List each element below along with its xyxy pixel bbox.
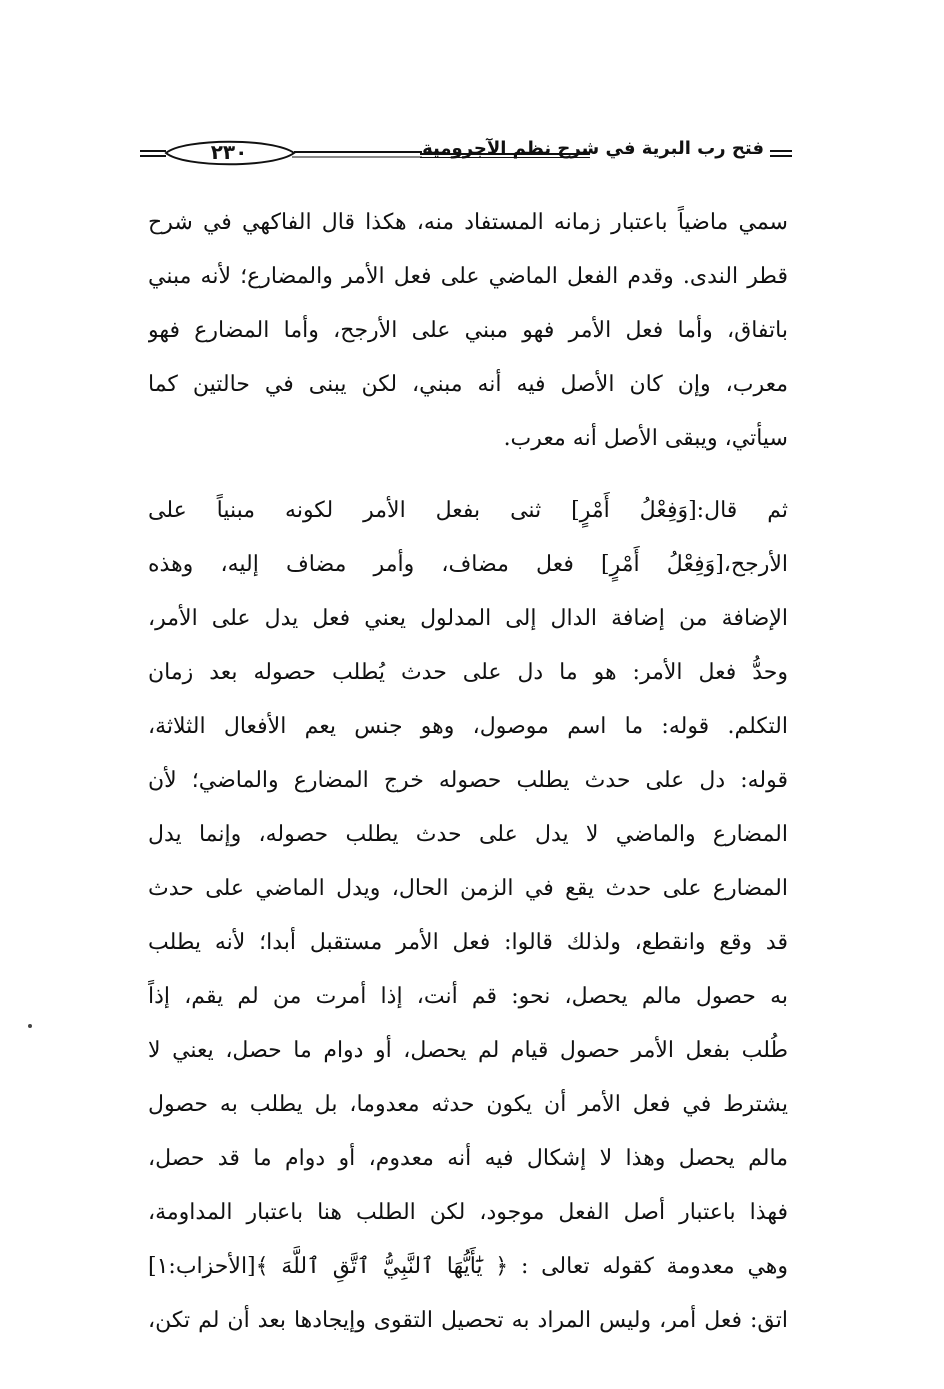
text-line: المضارع على حدث يقع في الزمن الحال، ويدل الماضي على حدث bbox=[148, 876, 788, 901]
text-line: الأرجح،[وَفِعْلُ أَمْرٍ] فعل مضاف، وأمر مضاف إليه، وهذه bbox=[148, 552, 788, 577]
paragraph bbox=[148, 484, 788, 1348]
page-number: ٢٣٠ bbox=[210, 140, 248, 164]
text-line: قطر الندى. وقدم الفعل الماضي على فعل الأمر والمضارع؛ لأنه مبني bbox=[148, 264, 788, 289]
paragraph bbox=[148, 196, 788, 466]
text-line: باتفاق، وأما فعل الأمر فهو مبني على الأرجح، وأما المضارع فهو bbox=[148, 318, 788, 343]
header-right-rule bbox=[770, 150, 792, 152]
text-line: طُلب بفعل الأمر حصول قيام لم يحصل، أو دوام ما حصل، يعني لا bbox=[148, 1038, 788, 1063]
page-body bbox=[148, 196, 788, 1348]
text-line: سيأتي، ويبقى الأصل أنه معرب. bbox=[503, 426, 788, 451]
header-left-rule bbox=[140, 150, 166, 152]
header-left-rule-2 bbox=[140, 155, 166, 157]
scan-speck bbox=[28, 1024, 32, 1028]
text-line: وحدُّ فعل الأمر: هو ما دل على حدث يُطلب حصوله بعد زمان bbox=[148, 660, 788, 685]
text-line: الإضافة من إضافة الدال إلى المدلول يعني فعل يدل على الأمر، bbox=[148, 606, 788, 631]
text-line: به حصول مالم يحصل، نحو: قم أنت، إذا أمرت من لم يقم، إذاً bbox=[148, 984, 788, 1009]
text-line: ثم قال:[وَفِعْلُ أَمْرٍ] ثنى بفعل الأمر لكونه مبنياً على bbox=[148, 498, 788, 523]
text-line: معرب، وإن كان الأصل فيه أنه مبني، لكن يبنى في حالتين كما bbox=[148, 372, 788, 397]
text-line: فهذا باعتبار أصل الفعل موجود، لكن الطلب هنا باعتبار المداومة، bbox=[148, 1200, 788, 1225]
running-header bbox=[140, 132, 792, 176]
text-line: اتق: فعل أمر، وليس المراد به تحصيل التقوى وإيجادها بعد أن لم تكن، bbox=[148, 1308, 788, 1333]
header-right-rule-2 bbox=[770, 155, 792, 157]
book-title: فتح رب البرية في شرح نظم الآجرومية bbox=[422, 138, 764, 159]
text-line: التكلم. قوله: ما اسم موصول، وهو جنس يعم الأفعال الثلاثة، bbox=[148, 714, 788, 739]
text-line: سمي ماضياً باعتبار زمانه المستفاد منه، هكذا قال الفاكهي في شرح bbox=[148, 210, 788, 235]
text-line: المضارع والماضي لا يدل على حدث يطلب حصوله، وإنما يدل bbox=[148, 822, 788, 847]
text-line: مالم يحصل وهذا لا إشكال فيه أنه معدوم، أو دوام ما قد حصل، bbox=[148, 1146, 788, 1171]
text-line: وهي معدومة كقوله تعالى : ﴿ يَٰٓأَيُّهَا ٱلنَّبِيُّ ٱتَّقِ ٱللَّهَ ﴾[الأحزاب:١] bbox=[148, 1254, 788, 1279]
text-line: قد وقع وانقطع، ولذلك قالوا: فعل الأمر مستقبل أبدا؛ لأنه يطلب bbox=[148, 930, 788, 955]
text-line: يشترط في فعل الأمر أن يكون حدثه معدوما، بل يطلب به حصول bbox=[148, 1092, 788, 1117]
text-line: قوله: دل على حدث يطلب حصوله خرج المضارع والماضي؛ لأن bbox=[148, 768, 788, 793]
